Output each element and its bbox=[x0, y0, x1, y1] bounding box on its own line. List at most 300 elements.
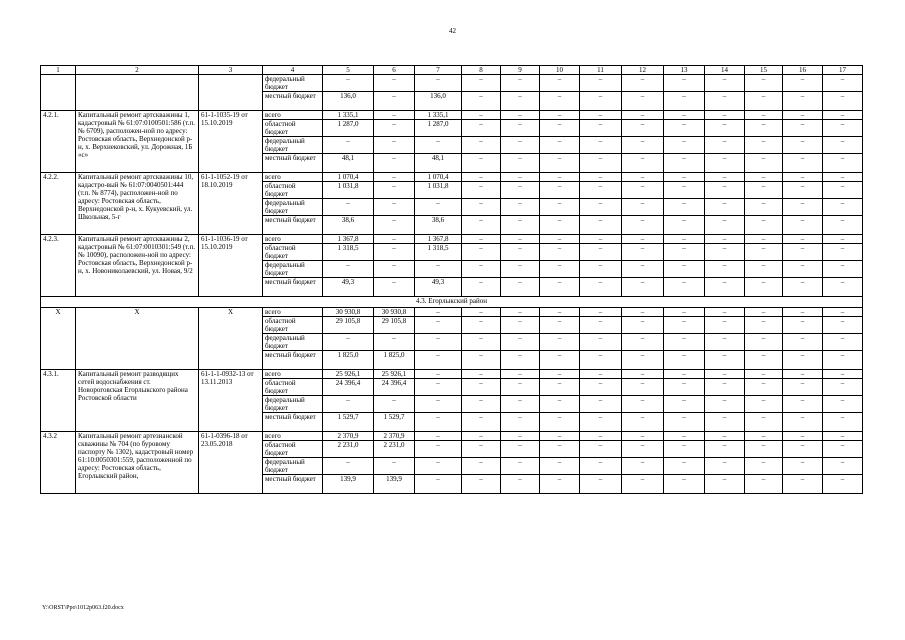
value-cell: – bbox=[501, 379, 540, 396]
value-cell: – bbox=[374, 278, 415, 297]
value-cell: – bbox=[745, 458, 783, 475]
value-cell: – bbox=[705, 173, 745, 182]
item-number bbox=[41, 75, 76, 111]
value-cell: – bbox=[580, 137, 622, 154]
value-cell: – bbox=[501, 317, 540, 334]
value-cell: – bbox=[462, 396, 501, 413]
value-cell: – bbox=[823, 120, 863, 137]
value-cell: – bbox=[462, 235, 501, 244]
value-cell: – bbox=[622, 379, 664, 396]
value-cell: – bbox=[622, 182, 664, 199]
funding-source: местный бюджет bbox=[263, 351, 323, 370]
value-cell: – bbox=[462, 351, 501, 370]
value-cell: – bbox=[745, 244, 783, 261]
funding-source: областной бюджет bbox=[263, 120, 323, 137]
value-cell: – bbox=[622, 413, 664, 432]
value-cell: – bbox=[622, 75, 664, 92]
value-cell: – bbox=[540, 182, 580, 199]
value-cell: – bbox=[580, 75, 622, 92]
value-cell: – bbox=[783, 199, 823, 216]
funding-source: всего bbox=[263, 432, 323, 441]
value-cell: – bbox=[462, 278, 501, 297]
value-cell: – bbox=[823, 458, 863, 475]
value-cell: – bbox=[580, 173, 622, 182]
value-cell: – bbox=[580, 244, 622, 261]
value-cell: – bbox=[374, 182, 415, 199]
value-cell: – bbox=[823, 317, 863, 334]
value-cell: – bbox=[705, 308, 745, 317]
value-cell: – bbox=[705, 379, 745, 396]
value-cell: 1 529,7 bbox=[323, 413, 374, 432]
value-cell: – bbox=[580, 92, 622, 111]
value-cell: – bbox=[374, 111, 415, 120]
value-cell: – bbox=[462, 334, 501, 351]
value-cell: – bbox=[462, 173, 501, 182]
value-cell: – bbox=[580, 351, 622, 370]
section-row bbox=[41, 297, 863, 308]
value-cell: – bbox=[540, 432, 580, 441]
value-cell: 1 070,4 bbox=[415, 173, 462, 182]
value-cell: – bbox=[374, 75, 415, 92]
value-cell: – bbox=[745, 111, 783, 120]
value-cell: 1 031,8 bbox=[415, 182, 462, 199]
value-cell: – bbox=[415, 334, 462, 351]
value-cell: – bbox=[580, 432, 622, 441]
value-cell: 29 105,8 bbox=[323, 317, 374, 334]
funding-source: всего bbox=[263, 235, 323, 244]
value-cell: – bbox=[580, 199, 622, 216]
value-cell: – bbox=[501, 441, 540, 458]
value-cell: – bbox=[745, 137, 783, 154]
column-number-header: 10 bbox=[540, 66, 580, 75]
funding-source: федеральный бюджет bbox=[263, 396, 323, 413]
value-cell: – bbox=[823, 75, 863, 92]
column-number-header: 3 bbox=[199, 66, 263, 75]
value-cell: – bbox=[783, 413, 823, 432]
value-cell: – bbox=[783, 379, 823, 396]
value-cell: – bbox=[745, 120, 783, 137]
value-cell: – bbox=[580, 120, 622, 137]
value-cell: – bbox=[501, 244, 540, 261]
funding-source: федеральный бюджет bbox=[263, 75, 323, 92]
value-cell: – bbox=[415, 396, 462, 413]
item-number: 4.2.1. bbox=[41, 111, 76, 173]
value-cell: – bbox=[462, 137, 501, 154]
funding-source: федеральный бюджет bbox=[263, 458, 323, 475]
value-cell: – bbox=[745, 379, 783, 396]
value-cell: 139,9 bbox=[374, 475, 415, 494]
value-cell: – bbox=[705, 432, 745, 441]
value-cell: – bbox=[501, 154, 540, 173]
value-cell: – bbox=[783, 235, 823, 244]
value-cell: – bbox=[664, 244, 705, 261]
value-cell: 1 318,5 bbox=[415, 244, 462, 261]
value-cell: – bbox=[705, 216, 745, 235]
value-cell: – bbox=[823, 370, 863, 379]
funding-source: всего bbox=[263, 370, 323, 379]
value-cell: – bbox=[664, 308, 705, 317]
value-cell: – bbox=[783, 75, 823, 92]
value-cell: – bbox=[823, 432, 863, 441]
value-cell: 1 318,5 bbox=[323, 244, 374, 261]
value-cell: – bbox=[462, 111, 501, 120]
funding-source: областной бюджет bbox=[263, 182, 323, 199]
value-cell: 25 926,1 bbox=[374, 370, 415, 379]
value-cell: – bbox=[415, 379, 462, 396]
funding-source: областной бюджет bbox=[263, 317, 323, 334]
value-cell: – bbox=[745, 199, 783, 216]
value-cell: 24 396,4 bbox=[374, 379, 415, 396]
value-cell: – bbox=[415, 261, 462, 278]
value-cell: – bbox=[501, 111, 540, 120]
value-cell: – bbox=[622, 216, 664, 235]
value-cell: – bbox=[622, 199, 664, 216]
value-cell: – bbox=[705, 92, 745, 111]
funding-source: областной бюджет bbox=[263, 244, 323, 261]
column-number-header: 8 bbox=[462, 66, 501, 75]
funding-source: всего bbox=[263, 308, 323, 317]
column-number-header: 17 bbox=[823, 66, 863, 75]
value-cell: – bbox=[580, 413, 622, 432]
value-cell: – bbox=[415, 475, 462, 494]
value-cell: – bbox=[664, 235, 705, 244]
value-cell: – bbox=[580, 379, 622, 396]
value-cell: – bbox=[462, 75, 501, 92]
value-cell: 1 335,1 bbox=[323, 111, 374, 120]
value-cell: – bbox=[783, 441, 823, 458]
object-name: Капитальный ремонт артскважины 10, кадастро-вый № 61:07:0040501:444 (т.п. № 8774), расположен-ной по адресу: Ростовская область, Верхнедонской р-н, х. Кукуевский, ул. Школьная, 5-г bbox=[76, 173, 199, 235]
value-cell: – bbox=[540, 120, 580, 137]
value-cell: – bbox=[745, 92, 783, 111]
value-cell: – bbox=[540, 173, 580, 182]
value-cell: – bbox=[462, 317, 501, 334]
value-cell: – bbox=[462, 308, 501, 317]
value-cell: – bbox=[705, 475, 745, 494]
value-cell: – bbox=[462, 199, 501, 216]
value-cell: – bbox=[664, 351, 705, 370]
value-cell: – bbox=[580, 308, 622, 317]
value-cell: – bbox=[580, 370, 622, 379]
item-number: 4.3.1. bbox=[41, 370, 76, 432]
value-cell: – bbox=[622, 432, 664, 441]
value-cell: – bbox=[540, 351, 580, 370]
value-cell: – bbox=[540, 278, 580, 297]
value-cell: – bbox=[783, 111, 823, 120]
value-cell: 1 335,1 bbox=[415, 111, 462, 120]
value-cell: – bbox=[664, 432, 705, 441]
value-cell: – bbox=[664, 120, 705, 137]
value-cell: – bbox=[415, 199, 462, 216]
value-cell: – bbox=[462, 261, 501, 278]
value-cell: – bbox=[622, 475, 664, 494]
value-cell: – bbox=[783, 154, 823, 173]
value-cell: – bbox=[540, 92, 580, 111]
value-cell: – bbox=[745, 475, 783, 494]
value-cell: – bbox=[374, 199, 415, 216]
value-cell: – bbox=[823, 244, 863, 261]
value-cell: – bbox=[705, 278, 745, 297]
value-cell: – bbox=[580, 235, 622, 244]
value-cell: – bbox=[783, 173, 823, 182]
table-row bbox=[41, 75, 863, 92]
value-cell: – bbox=[622, 278, 664, 297]
value-cell: 1 825,0 bbox=[374, 351, 415, 370]
column-number-header: 4 bbox=[263, 66, 323, 75]
value-cell: – bbox=[374, 396, 415, 413]
value-cell: 49,3 bbox=[323, 278, 374, 297]
item-number: 4.3.2 bbox=[41, 432, 76, 494]
value-cell: – bbox=[501, 92, 540, 111]
value-cell: – bbox=[705, 137, 745, 154]
value-cell: – bbox=[783, 396, 823, 413]
document-number: 61-1-1035-19 от 15.10.2019 bbox=[199, 111, 263, 173]
value-cell: – bbox=[501, 199, 540, 216]
value-cell: – bbox=[501, 370, 540, 379]
value-cell: – bbox=[580, 458, 622, 475]
value-cell: – bbox=[664, 334, 705, 351]
value-cell: – bbox=[462, 370, 501, 379]
value-cell: – bbox=[415, 441, 462, 458]
value-cell: – bbox=[705, 413, 745, 432]
value-cell: – bbox=[823, 216, 863, 235]
value-cell: – bbox=[374, 137, 415, 154]
value-cell: – bbox=[462, 379, 501, 396]
value-cell: – bbox=[374, 92, 415, 111]
column-number-header: 15 bbox=[745, 66, 783, 75]
value-cell: – bbox=[745, 216, 783, 235]
funding-source: федеральный бюджет bbox=[263, 334, 323, 351]
value-cell: – bbox=[323, 199, 374, 216]
value-cell: – bbox=[823, 351, 863, 370]
value-cell: – bbox=[540, 216, 580, 235]
value-cell: – bbox=[745, 308, 783, 317]
value-cell: – bbox=[664, 413, 705, 432]
value-cell: – bbox=[823, 137, 863, 154]
value-cell: – bbox=[705, 334, 745, 351]
value-cell: 24 396,4 bbox=[323, 379, 374, 396]
value-cell: – bbox=[462, 92, 501, 111]
value-cell: – bbox=[415, 413, 462, 432]
value-cell: – bbox=[664, 137, 705, 154]
value-cell: – bbox=[705, 235, 745, 244]
column-number-header: 12 bbox=[622, 66, 664, 75]
value-cell: – bbox=[374, 235, 415, 244]
value-cell: – bbox=[462, 458, 501, 475]
value-cell: – bbox=[705, 458, 745, 475]
value-cell: 1 367,8 bbox=[323, 235, 374, 244]
value-cell: – bbox=[664, 92, 705, 111]
value-cell: – bbox=[374, 120, 415, 137]
value-cell: – bbox=[823, 441, 863, 458]
value-cell: – bbox=[664, 441, 705, 458]
value-cell: – bbox=[540, 308, 580, 317]
column-number-header: 6 bbox=[374, 66, 415, 75]
value-cell: – bbox=[374, 154, 415, 173]
value-cell: – bbox=[823, 173, 863, 182]
value-cell: – bbox=[374, 216, 415, 235]
value-cell: – bbox=[705, 317, 745, 334]
value-cell: – bbox=[664, 111, 705, 120]
value-cell: – bbox=[462, 154, 501, 173]
value-cell: – bbox=[462, 244, 501, 261]
funding-source: всего bbox=[263, 111, 323, 120]
value-cell: – bbox=[622, 137, 664, 154]
value-cell: – bbox=[540, 413, 580, 432]
value-cell: – bbox=[745, 441, 783, 458]
object-name: Х bbox=[76, 308, 199, 370]
value-cell: – bbox=[540, 235, 580, 244]
value-cell: – bbox=[705, 244, 745, 261]
funding-source: областной бюджет bbox=[263, 441, 323, 458]
column-number-header: 16 bbox=[783, 66, 823, 75]
page-number: 42 bbox=[449, 27, 456, 35]
value-cell: 30 930,8 bbox=[374, 308, 415, 317]
value-cell: – bbox=[374, 173, 415, 182]
value-cell: – bbox=[415, 351, 462, 370]
value-cell: 2 370,9 bbox=[374, 432, 415, 441]
value-cell: – bbox=[540, 111, 580, 120]
value-cell: – bbox=[664, 278, 705, 297]
value-cell: 1 287,0 bbox=[323, 120, 374, 137]
value-cell: – bbox=[462, 182, 501, 199]
value-cell: 139,9 bbox=[323, 475, 374, 494]
value-cell: 136,0 bbox=[323, 92, 374, 111]
funding-source: всего bbox=[263, 173, 323, 182]
value-cell: – bbox=[323, 458, 374, 475]
value-cell: – bbox=[323, 334, 374, 351]
object-name bbox=[76, 75, 199, 111]
value-cell: – bbox=[501, 475, 540, 494]
value-cell: – bbox=[415, 75, 462, 92]
value-cell: 2 370,9 bbox=[323, 432, 374, 441]
item-number: Х bbox=[41, 308, 76, 370]
value-cell: – bbox=[705, 441, 745, 458]
value-cell: – bbox=[323, 137, 374, 154]
value-cell: – bbox=[580, 154, 622, 173]
value-cell: – bbox=[580, 182, 622, 199]
value-cell: – bbox=[823, 92, 863, 111]
value-cell: – bbox=[501, 308, 540, 317]
value-cell: – bbox=[501, 396, 540, 413]
value-cell: 48,1 bbox=[323, 154, 374, 173]
table-row bbox=[41, 432, 863, 441]
value-cell: – bbox=[462, 413, 501, 432]
value-cell: – bbox=[501, 334, 540, 351]
value-cell: – bbox=[501, 120, 540, 137]
value-cell: – bbox=[745, 370, 783, 379]
value-cell: – bbox=[705, 351, 745, 370]
value-cell: – bbox=[664, 182, 705, 199]
column-number-header: 11 bbox=[580, 66, 622, 75]
value-cell: – bbox=[501, 75, 540, 92]
value-cell: – bbox=[664, 317, 705, 334]
value-cell: – bbox=[783, 137, 823, 154]
section-title: 4.3. Егорлыкский район bbox=[41, 297, 863, 308]
value-cell: – bbox=[580, 334, 622, 351]
value-cell: – bbox=[823, 396, 863, 413]
column-number-header: 13 bbox=[664, 66, 705, 75]
column-number-header: 14 bbox=[705, 66, 745, 75]
value-cell: – bbox=[540, 75, 580, 92]
header-row bbox=[41, 66, 863, 75]
value-cell: – bbox=[664, 475, 705, 494]
value-cell: – bbox=[622, 441, 664, 458]
value-cell: 49,3 bbox=[415, 278, 462, 297]
table-row bbox=[41, 370, 863, 379]
value-cell: – bbox=[501, 413, 540, 432]
budget-table bbox=[40, 65, 863, 494]
value-cell: 1 031,8 bbox=[323, 182, 374, 199]
value-cell: – bbox=[783, 370, 823, 379]
value-cell: – bbox=[622, 154, 664, 173]
funding-source: местный бюджет bbox=[263, 475, 323, 494]
value-cell: – bbox=[745, 182, 783, 199]
value-cell: – bbox=[823, 111, 863, 120]
value-cell: – bbox=[745, 396, 783, 413]
value-cell: – bbox=[823, 475, 863, 494]
value-cell: – bbox=[580, 111, 622, 120]
value-cell: – bbox=[540, 458, 580, 475]
value-cell: – bbox=[705, 182, 745, 199]
value-cell: – bbox=[622, 235, 664, 244]
value-cell: – bbox=[745, 173, 783, 182]
document-number: Х bbox=[199, 308, 263, 370]
value-cell: – bbox=[374, 458, 415, 475]
value-cell: 30 930,8 bbox=[323, 308, 374, 317]
value-cell: 1 070,4 bbox=[323, 173, 374, 182]
value-cell: – bbox=[501, 458, 540, 475]
value-cell: 2 231,0 bbox=[374, 441, 415, 458]
value-cell: – bbox=[540, 244, 580, 261]
value-cell: – bbox=[540, 370, 580, 379]
funding-source: федеральный бюджет bbox=[263, 199, 323, 216]
value-cell: – bbox=[783, 92, 823, 111]
value-cell: – bbox=[622, 92, 664, 111]
value-cell: – bbox=[501, 137, 540, 154]
value-cell: – bbox=[462, 216, 501, 235]
funding-source: федеральный бюджет bbox=[263, 261, 323, 278]
value-cell: – bbox=[664, 396, 705, 413]
value-cell: – bbox=[580, 216, 622, 235]
value-cell: – bbox=[580, 261, 622, 278]
value-cell: – bbox=[622, 351, 664, 370]
value-cell: 1 825,0 bbox=[323, 351, 374, 370]
value-cell: – bbox=[540, 379, 580, 396]
item-number: 4.2.2. bbox=[41, 173, 76, 235]
document-number: 61-1-1036-19 от 15.10.2019 bbox=[199, 235, 263, 297]
column-number-header: 5 bbox=[323, 66, 374, 75]
value-cell: – bbox=[745, 154, 783, 173]
value-cell: – bbox=[622, 120, 664, 137]
footer-file-path: Y:\ORST\Ppo\1012p063.f20.docx bbox=[42, 605, 124, 611]
value-cell: – bbox=[622, 244, 664, 261]
value-cell: – bbox=[501, 235, 540, 244]
table-row bbox=[41, 111, 863, 120]
object-name: Капитальный ремонт артскважины 2, кадастровый № 61:07:0010301:549 (т.п. № 10090), расположен-ной по адресу: Ростовская область, Верхнедонской р-н, х. Новониколаевский, ул. Новая, 9/2 bbox=[76, 235, 199, 297]
value-cell: – bbox=[540, 154, 580, 173]
value-cell: – bbox=[705, 111, 745, 120]
table-row bbox=[41, 235, 863, 244]
column-number-header: 7 bbox=[415, 66, 462, 75]
value-cell: – bbox=[705, 261, 745, 278]
table-row bbox=[41, 173, 863, 182]
document-number: 61-1-0396-18 от 23.05.2018 bbox=[199, 432, 263, 494]
value-cell: – bbox=[323, 261, 374, 278]
value-cell: – bbox=[580, 317, 622, 334]
value-cell: – bbox=[622, 396, 664, 413]
funding-source: местный бюджет bbox=[263, 278, 323, 297]
value-cell: – bbox=[501, 278, 540, 297]
